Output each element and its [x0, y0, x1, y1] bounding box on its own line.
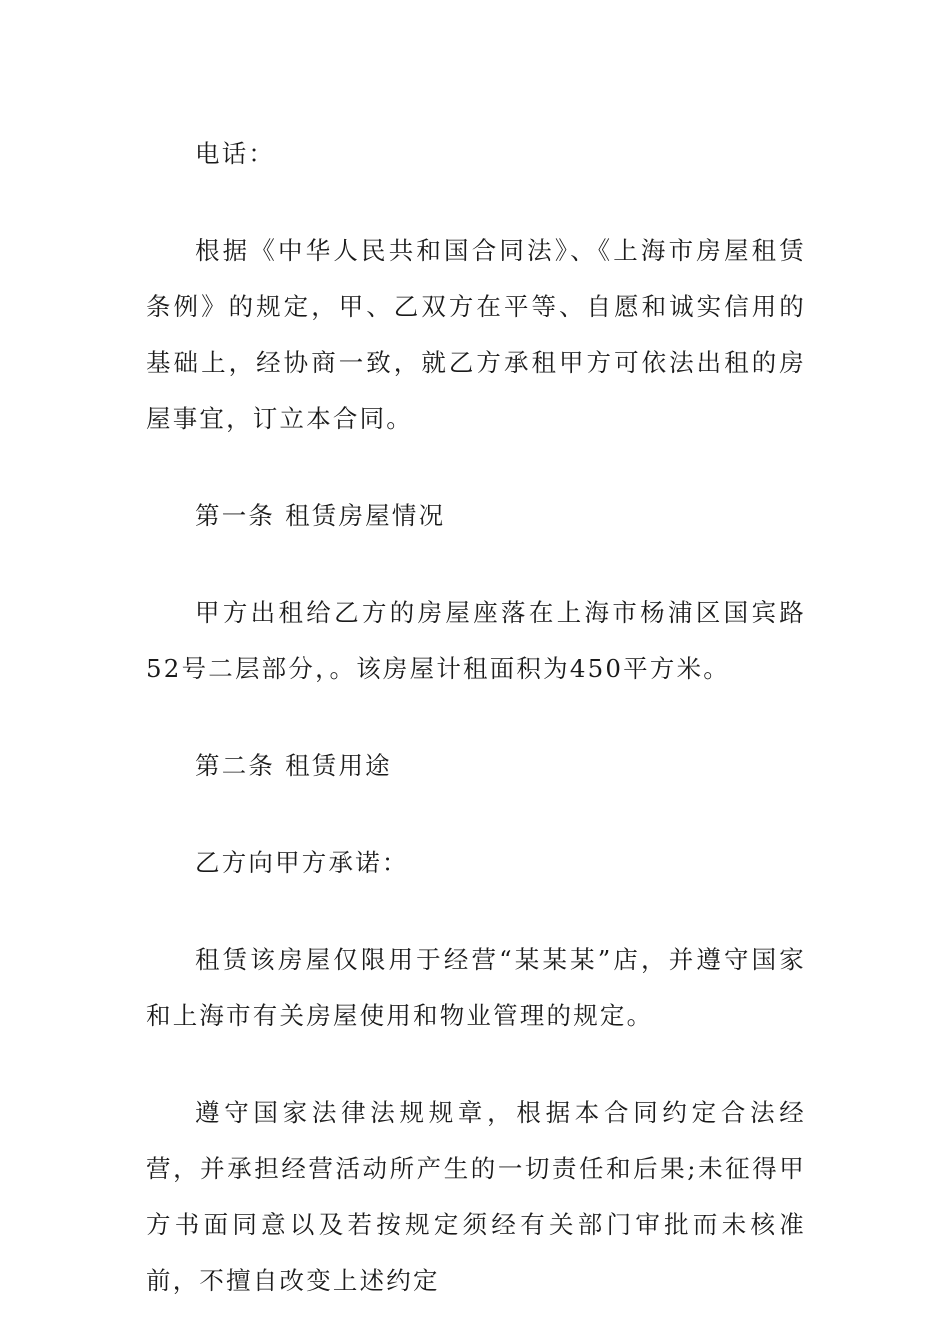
preamble-paragraph: 根据《中华人民共和国合同法》、《上海市房屋租赁条例》的规定，甲、乙双方在平等、自愿和诚实信用的基础上，经协商一致，就乙方承租甲方可依法出租的房屋事宜，订立本合同。	[146, 236, 806, 433]
usage-paragraph: 租赁该房屋仅限用于经营“某某某”店，并遵守国家和上海市有关房屋使用和物业管理的规定。	[146, 945, 806, 1030]
article-1-heading: 第一条 租赁房屋情况	[195, 501, 446, 530]
article-1-paragraph: 甲方出租给乙方的房屋座落在上海市杨浦区国宾路52号二层部分，。该房屋计租面积为450平方米。	[146, 598, 806, 683]
phone-line: 电话：	[195, 139, 276, 168]
article-2-heading: 第二条 租赁用途	[195, 751, 392, 780]
document-body	[146, 126, 806, 1309]
compliance-paragraph: 遵守国家法律法规规章，根据本合同约定合法经营，并承担经营活动所产生的一切责任和后果;未征得甲方书面同意以及若按规定须经有关部门审批而未核准前，不擅自改变上述约定	[146, 1098, 806, 1295]
tenant-commitment-heading: 乙方向甲方承诺：	[195, 848, 409, 877]
